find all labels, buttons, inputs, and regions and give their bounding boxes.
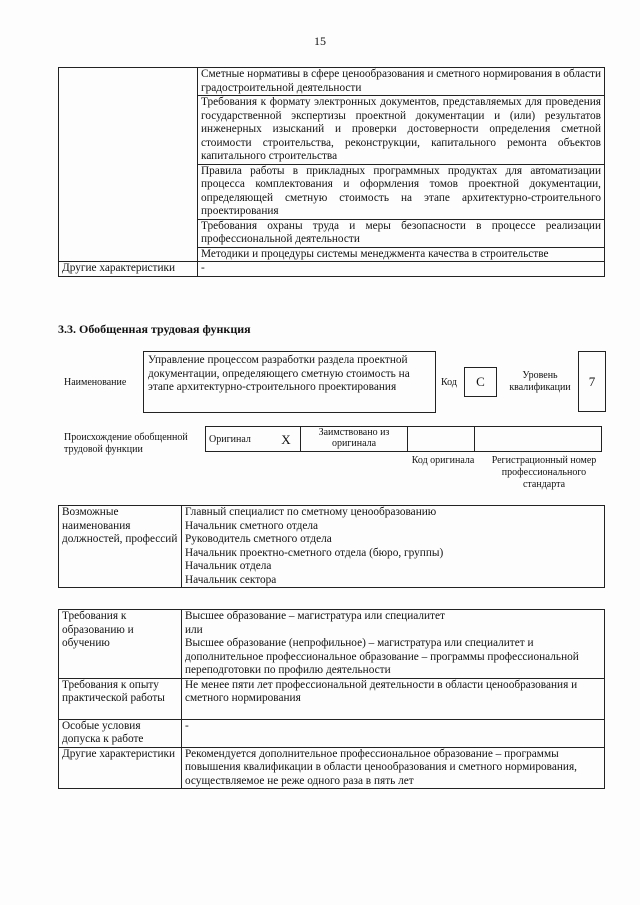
- other-value: Рекомендуется дополнительное профессиональное образование – программы повышения квалификации в области ценообразования и сметного нормирования, осуществляемое не реже одного раза в пять лет: [182, 747, 605, 789]
- original-code-cell: [408, 427, 475, 452]
- other-characteristics-label: Другие характеристики: [59, 262, 198, 277]
- level-label: Уровень квалификации: [509, 370, 571, 393]
- section-heading: 3.3. Обобщенная трудовая функция: [58, 322, 251, 336]
- knowledge-item: Сметные нормативы в сфере ценообразования и сметного нормирования в области градостроительной деятельности: [198, 68, 605, 96]
- positions-table: [58, 505, 605, 588]
- origin-label: Происхождение обобщенной трудовой функции: [64, 432, 188, 455]
- position-item: Главный специалист по сметному ценообразованию: [185, 506, 437, 518]
- requirements-table: [58, 609, 605, 789]
- table-row: [59, 68, 605, 96]
- knowledge-item: Требования к формату электронных документов, представляемых для проведения государственной экспертизы проектной документации и (или) результатов инженерных изысканий и проверки достоверности определения сметной стоимости строительства, реконструкции, капитального ремонта объектов капитального строительства: [198, 96, 605, 165]
- position-item: Начальник сметного отдела: [185, 519, 319, 532]
- knowledge-table: [58, 67, 605, 277]
- other-label: Другие характеристики: [59, 747, 182, 789]
- table-row: [59, 506, 605, 588]
- knowledge-item: Методики и процедуры системы менеджмента качества в строительстве: [198, 247, 605, 262]
- admission-value: -: [182, 719, 605, 747]
- table-row: [59, 719, 605, 747]
- table-row: [59, 96, 605, 165]
- table-row: [59, 262, 605, 277]
- borrowed-label: Заимствовано из оригинала: [301, 427, 408, 452]
- table-row: [59, 610, 605, 679]
- table-row: [206, 427, 602, 452]
- positions-label: Возможные наименования должностей, профессий: [59, 506, 182, 588]
- position-item: Начальник отдела: [185, 560, 272, 572]
- code-caption: Код оригинала: [411, 455, 475, 466]
- knowledge-item: Правила работы в прикладных программных продуктах для автоматизации процесса комплектования и оформления томов проектной документации, определяющей сметную стоимость на этапе архитектурно-строительного проектирования: [198, 164, 605, 219]
- function-name-box: Управление процессом разработки раздела проектной документации, определяющего сметную стоимость на этапе архитектурно-строительного проектирования: [143, 351, 436, 413]
- education-value: Высшее образование – магистратура или специалитет или Высшее образование (непрофильное) – магистратура или специалитет и дополнительное профессиональное образование – программы профессиональной переподготовки по профилю деятельности: [182, 610, 605, 679]
- position-item: Начальник проектно-сметного отдела (бюро, группы): [185, 546, 444, 559]
- position-item: Начальник сектора: [185, 573, 277, 586]
- table-row: [59, 247, 605, 262]
- education-label: Требования к образованию и обучению: [59, 610, 182, 679]
- positions-list: [182, 506, 605, 588]
- code-label: Код: [441, 377, 457, 388]
- table-row: [59, 678, 605, 719]
- original-mark: X: [272, 427, 301, 452]
- table-row: [59, 164, 605, 219]
- level-value: 7: [578, 351, 606, 412]
- table-row: [59, 747, 605, 789]
- naming-label: Наименование: [64, 377, 127, 388]
- knowledge-item: Требования охраны труда и меры безопасности в процессе реализации профессиональной деятельности: [198, 219, 605, 247]
- code-value: C: [464, 367, 497, 397]
- page-number: 15: [314, 34, 326, 48]
- registration-number-cell: [475, 427, 602, 452]
- position-item: Руководитель сметного отдела: [185, 533, 332, 545]
- table-row: [59, 219, 605, 247]
- experience-label: Требования к опыту практической работы: [59, 678, 182, 719]
- other-characteristics-value: -: [198, 262, 605, 277]
- original-label: Оригинал: [206, 427, 273, 452]
- origin-table: [205, 426, 602, 452]
- experience-value: Не менее пяти лет профессиональной деятельности в области ценообразования и сметного нормирования: [182, 678, 605, 719]
- registration-caption: Регистрационный номер профессионального стандарта: [491, 455, 597, 490]
- admission-label: Особые условия допуска к работе: [59, 719, 182, 747]
